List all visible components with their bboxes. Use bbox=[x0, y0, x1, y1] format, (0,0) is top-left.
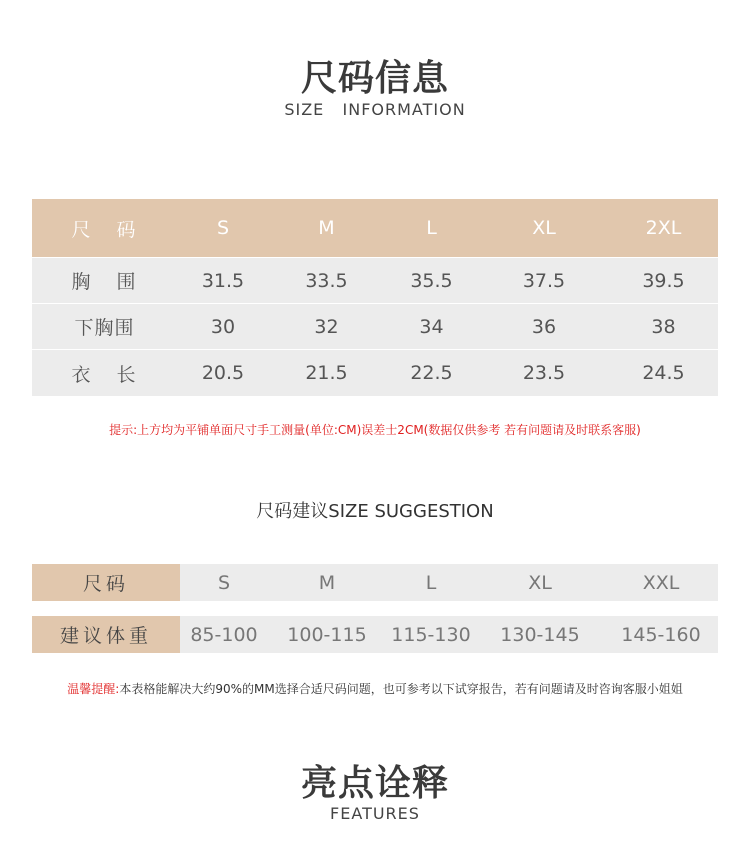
table-cell: 35.5 bbox=[410, 269, 453, 292]
table-row bbox=[32, 564, 718, 601]
table-cell: 31.5 bbox=[201, 269, 245, 292]
table-cell: 22.5 bbox=[410, 362, 453, 384]
table-cell: 38 bbox=[651, 315, 676, 338]
table-row bbox=[32, 304, 718, 349]
table-cell: 32 bbox=[314, 315, 339, 338]
size-header-cell: 2XL bbox=[645, 217, 682, 239]
table-cell: S bbox=[217, 571, 231, 594]
table-cell: 20.5 bbox=[201, 362, 245, 384]
table-cell: 115-130 bbox=[391, 623, 471, 646]
table-row bbox=[32, 258, 718, 303]
table-cell: 36 bbox=[531, 315, 557, 338]
size-header-cell: L bbox=[426, 217, 437, 239]
row-label: 建议体重 bbox=[32, 616, 180, 653]
table-cell: 24.5 bbox=[642, 362, 685, 384]
table-cell: 34 bbox=[419, 315, 444, 338]
table-cell: L bbox=[425, 571, 437, 594]
table-cell: 145-160 bbox=[621, 623, 701, 646]
table-cell: XL bbox=[528, 571, 552, 594]
suggestion-title: 尺码建议SIZE SUGGESTION bbox=[256, 501, 494, 522]
table-cell: 33.5 bbox=[305, 269, 348, 292]
tips-note-label: 温馨提醒: bbox=[67, 682, 120, 696]
section-subtitle-size-info: SIZE INFORMATION bbox=[284, 100, 466, 119]
table-cell: 37.5 bbox=[522, 269, 566, 292]
size-table-header bbox=[32, 199, 718, 257]
row-label: 下胸围 bbox=[74, 317, 135, 339]
size-header-cell: S bbox=[216, 217, 230, 239]
size-header-cell: M bbox=[318, 217, 335, 239]
size-header-label: 尺 码 bbox=[71, 218, 138, 241]
tips-note-text: 本表格能解决大约90%的MM选择合适尺码问题，也可参考以下试穿报告，若有问题请及时咨询客服小姐姐 bbox=[119, 682, 683, 696]
section-title-features: 亮点诠释 bbox=[300, 763, 449, 804]
size-header-cell: XL bbox=[532, 217, 556, 239]
tips-note bbox=[0, 680, 750, 697]
table-cell: 100-115 bbox=[287, 623, 367, 646]
table-cell: 39.5 bbox=[642, 269, 685, 292]
table-cell: 130-145 bbox=[500, 623, 580, 646]
suggestion-table bbox=[32, 564, 718, 653]
measurement-note: 提示:上方均为平铺单面尺寸手工测量(单位:CM)误差士2CM(数据仅供参考 若有问题请及时联系客服) bbox=[109, 423, 641, 437]
row-label: 尺码 bbox=[32, 564, 180, 601]
table-cell: 30 bbox=[210, 315, 236, 338]
size-table bbox=[32, 199, 718, 396]
section-title-size-info: 尺码信息 bbox=[300, 58, 449, 99]
table-cell: M bbox=[318, 571, 336, 594]
section-subtitle-features: FEATURES bbox=[330, 804, 420, 823]
table-row bbox=[32, 616, 718, 653]
table-cell: 85-100 bbox=[190, 623, 258, 646]
row-label: 衣 长 bbox=[71, 363, 138, 386]
row-label: 胸 围 bbox=[71, 271, 138, 293]
table-cell: 21.5 bbox=[305, 362, 348, 384]
table-row bbox=[32, 350, 718, 396]
table-cell: 23.5 bbox=[522, 362, 566, 384]
table-cell: XXL bbox=[642, 571, 680, 594]
